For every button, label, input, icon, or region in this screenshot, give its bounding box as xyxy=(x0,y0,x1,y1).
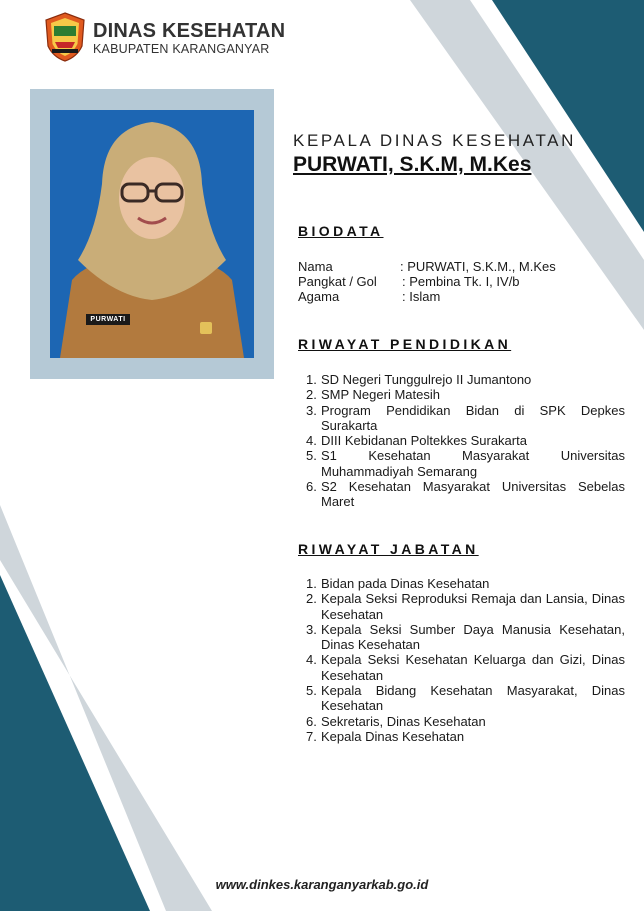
education-list xyxy=(306,372,625,510)
list-text: SMP Negeri Matesih xyxy=(321,387,440,403)
list-item xyxy=(306,683,625,714)
list-text: Kepala Dinas Kesehatan xyxy=(321,728,465,744)
list-text: Sekretaris, Dinas Kesehatan xyxy=(321,713,486,729)
bio-value: : Islam xyxy=(402,289,441,304)
list-item xyxy=(306,652,625,683)
list-number: 5. xyxy=(306,448,317,464)
bio-label: Pangkat / Gol xyxy=(298,274,377,289)
list-text: Bidan pada Dinas Kesehatan xyxy=(321,576,490,591)
list-number: 7. xyxy=(306,728,317,744)
list-number: 2. xyxy=(306,387,317,403)
list-text: Kepala Seksi Sumber Daya Manusia Kesehatan, Dinas Kesehatan xyxy=(321,621,625,653)
list-text: S1 Kesehatan Masyarakat Universitas Muhammadiyah Semarang xyxy=(321,448,625,479)
list-text: SD Negeri Tunggulrejo II Jumantono xyxy=(321,372,532,387)
list-number: 1. xyxy=(306,576,317,591)
list-text: S2 Kesehatan Masyarakat Universitas Sebelas Maret xyxy=(321,479,625,510)
list-number: 3. xyxy=(306,402,317,418)
bio-value: : PURWATI, S.K.M., M.Kes xyxy=(400,259,556,274)
career-heading: RIWAYAT JABATAN xyxy=(298,541,479,557)
list-item xyxy=(306,479,625,510)
career-list xyxy=(306,576,625,744)
website-url: www.dinkes.karanganyarkab.go.id xyxy=(215,877,429,892)
list-text: Kepala Bidang Kesehatan Masyarakat, Dinas Kesehatan xyxy=(321,683,625,714)
list-item xyxy=(306,591,625,622)
list-text: Program Pendidikan Bidan di SPK Depkes Surakarta xyxy=(321,402,625,433)
person-name: PURWATI, S.K.M, M.Kes xyxy=(293,153,532,176)
portrait-photo xyxy=(50,110,254,358)
bio-label: Agama xyxy=(298,289,340,304)
list-number: 4. xyxy=(306,652,317,668)
list-number: 4. xyxy=(306,433,317,449)
bottom-left-teal-band xyxy=(0,575,150,911)
list-number: 5. xyxy=(306,683,317,699)
list-item xyxy=(306,714,625,729)
list-item xyxy=(306,387,625,402)
bio-label: Nama xyxy=(298,259,333,274)
photo-frame xyxy=(30,89,274,379)
list-item xyxy=(306,729,625,744)
bio-value: : Pembina Tk. I, IV/b xyxy=(402,274,520,289)
list-text: Kepala Seksi Kesehatan Keluarga dan Gizi, Dinas Kesehatan xyxy=(321,652,625,683)
list-item xyxy=(306,403,625,434)
org-subtitle: KABUPATEN KARANGANYAR xyxy=(93,42,270,56)
list-number: 6. xyxy=(306,713,317,729)
position-title: KEPALA DINAS KESEHATAN xyxy=(293,131,576,150)
regency-emblem-icon xyxy=(44,12,86,62)
list-item xyxy=(306,448,625,479)
list-number: 3. xyxy=(306,621,317,637)
biodata-heading: BIODATA xyxy=(298,223,384,239)
name-tag: PURWATI xyxy=(90,316,126,323)
list-number: 2. xyxy=(306,591,317,607)
list-item xyxy=(306,372,625,387)
list-number: 1. xyxy=(306,372,317,387)
education-heading: RIWAYAT PENDIDIKAN xyxy=(298,336,512,352)
list-text: DIII Kebidanan Poltekkes Surakarta xyxy=(321,433,527,449)
org-name: DINAS KESEHATAN xyxy=(93,20,286,42)
list-number: 6. xyxy=(306,479,317,495)
list-item xyxy=(306,622,625,653)
list-item xyxy=(306,433,625,448)
list-item xyxy=(306,576,625,591)
list-text: Kepala Seksi Reproduksi Remaja dan Lansia, Dinas Kesehatan xyxy=(321,591,625,622)
